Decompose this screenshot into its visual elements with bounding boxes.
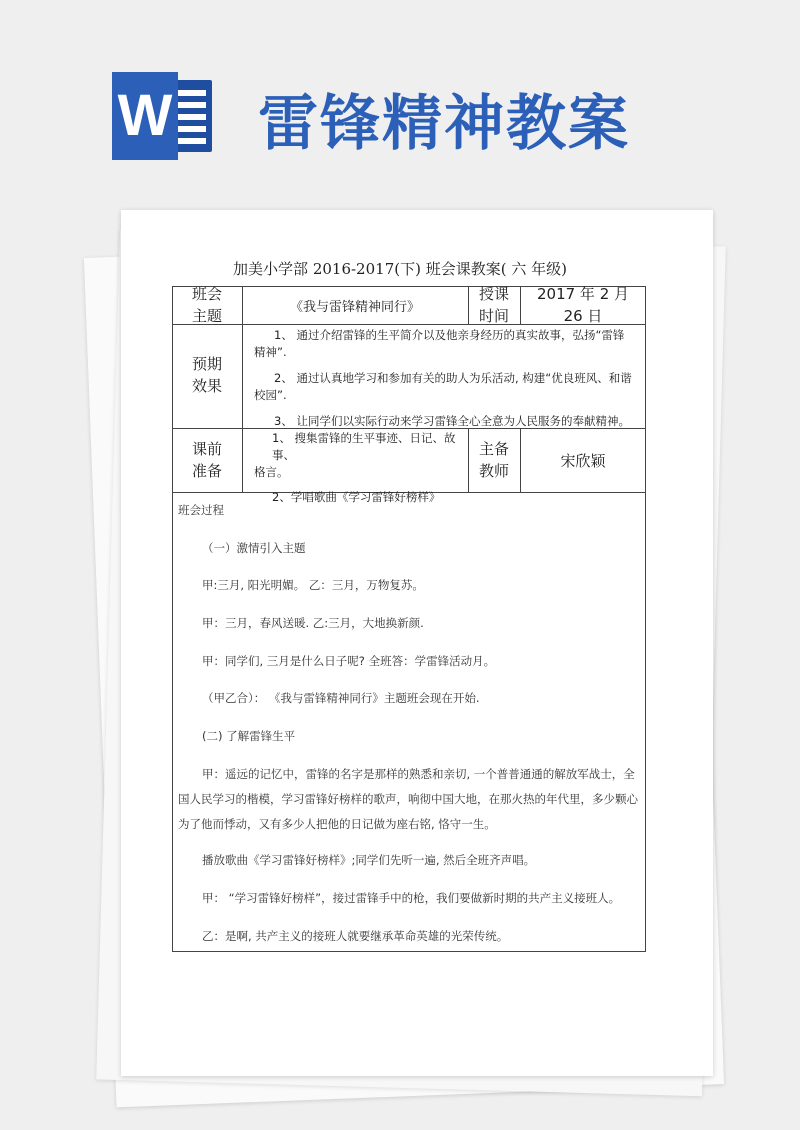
paragraph-line: 为了他而悸动，又有多少人把他的日记做为座右铭, 恪守一生。 bbox=[178, 817, 496, 831]
dialogue-line: 甲： “学习雷锋好榜样”，接过雷锋手中的枪，我们要做新时期的共产主义接班人。 bbox=[202, 891, 621, 905]
word-logo-letter: W bbox=[112, 72, 178, 160]
document-title: 加美小学部 2016-2017(下) 班会课教案( 六 年级) bbox=[233, 260, 567, 278]
banner bbox=[0, 0, 800, 200]
effect-label: 预期 效果 bbox=[191, 355, 222, 395]
topic-value: 《我与雷锋精神同行》 bbox=[289, 300, 420, 315]
effect-list: 1、 通过介绍雷锋的生平简介以及他亲身经历的真实故事，弘扬“雷锋 精神”. 2、 通过认真地学习和参加有关的助人为乐活动, 构建“优良班风、和谐 校园”. 3、 让同学们以实际行动来学习雷锋全心全意为人民服务的奉献精神。 bbox=[254, 327, 642, 430]
paragraph-line: 甲：遥远的记忆中，雷锋的名字是那样的熟悉和亲切, 一个普普通通的解放军战士，全 bbox=[202, 767, 635, 781]
prep-item-2: 2、学唱歌曲《学习雷锋好榜样》 bbox=[272, 490, 441, 504]
time-label: 授课 时间 bbox=[478, 285, 509, 325]
teacher-value: 宋欣颖 bbox=[560, 452, 606, 470]
dialogue-line: 甲：三月，春风送暖. 乙:三月，大地换新颜. bbox=[202, 616, 424, 630]
dialogue-line: 播放歌曲《学习雷锋好榜样》;同学们先听一遍, 然后全班齐声唱。 bbox=[202, 853, 536, 867]
effect-item-2: 2、 通过认真地学习和参加有关的助人为乐活动, 构建“优良班风、和谐 bbox=[274, 371, 632, 385]
teacher-label: 主备 教师 bbox=[478, 440, 509, 480]
word-document-icon bbox=[112, 72, 214, 160]
dialogue-line: 甲：同学们, 三月是什么日子呢? 全班答：学雷锋活动月。 bbox=[202, 654, 496, 668]
process-heading: 班会过程 bbox=[178, 503, 224, 517]
prep-list: 1、 搜集雷锋的生平事迹、日记、故事、 格言。 2、学唱歌曲《学习雷锋好榜样》 bbox=[254, 430, 466, 506]
process-step-2: (二) 了解雷锋生平 bbox=[202, 729, 296, 743]
topic-label: 班会 主题 bbox=[191, 285, 222, 325]
time-value: 2017 年 2 月 26 日 bbox=[536, 285, 630, 325]
prep-item-1: 1、 搜集雷锋的生平事迹、日记、故事、 bbox=[272, 431, 456, 462]
effect-item-3: 3、 让同学们以实际行动来学习雷锋全心全意为人民服务的奉献精神。 bbox=[274, 414, 630, 428]
banner-title: 雷锋精神教案 bbox=[258, 89, 630, 159]
paragraph-line: 国人民学习的楷模，学习雷锋好榜样的歌声，响彻中国大地，在那火热的年代里，多少颗心 bbox=[178, 792, 638, 806]
prep-label: 课前 准备 bbox=[191, 440, 222, 480]
dialogue-line: 乙：是啊, 共产主义的接班人就要继承革命英雄的光荣传统。 bbox=[202, 929, 509, 943]
effect-item-1: 1、 通过介绍雷锋的生平简介以及他亲身经历的真实故事，弘扬“雷锋 bbox=[274, 328, 625, 342]
dialogue-line: （甲乙合）： 《我与雷锋精神同行》主题班会现在开始. bbox=[202, 691, 480, 705]
dialogue-line: 甲:三月, 阳光明媚。 乙：三月，万物复苏。 bbox=[202, 578, 424, 592]
process-step-1: （一）激情引入主题 bbox=[202, 541, 306, 555]
